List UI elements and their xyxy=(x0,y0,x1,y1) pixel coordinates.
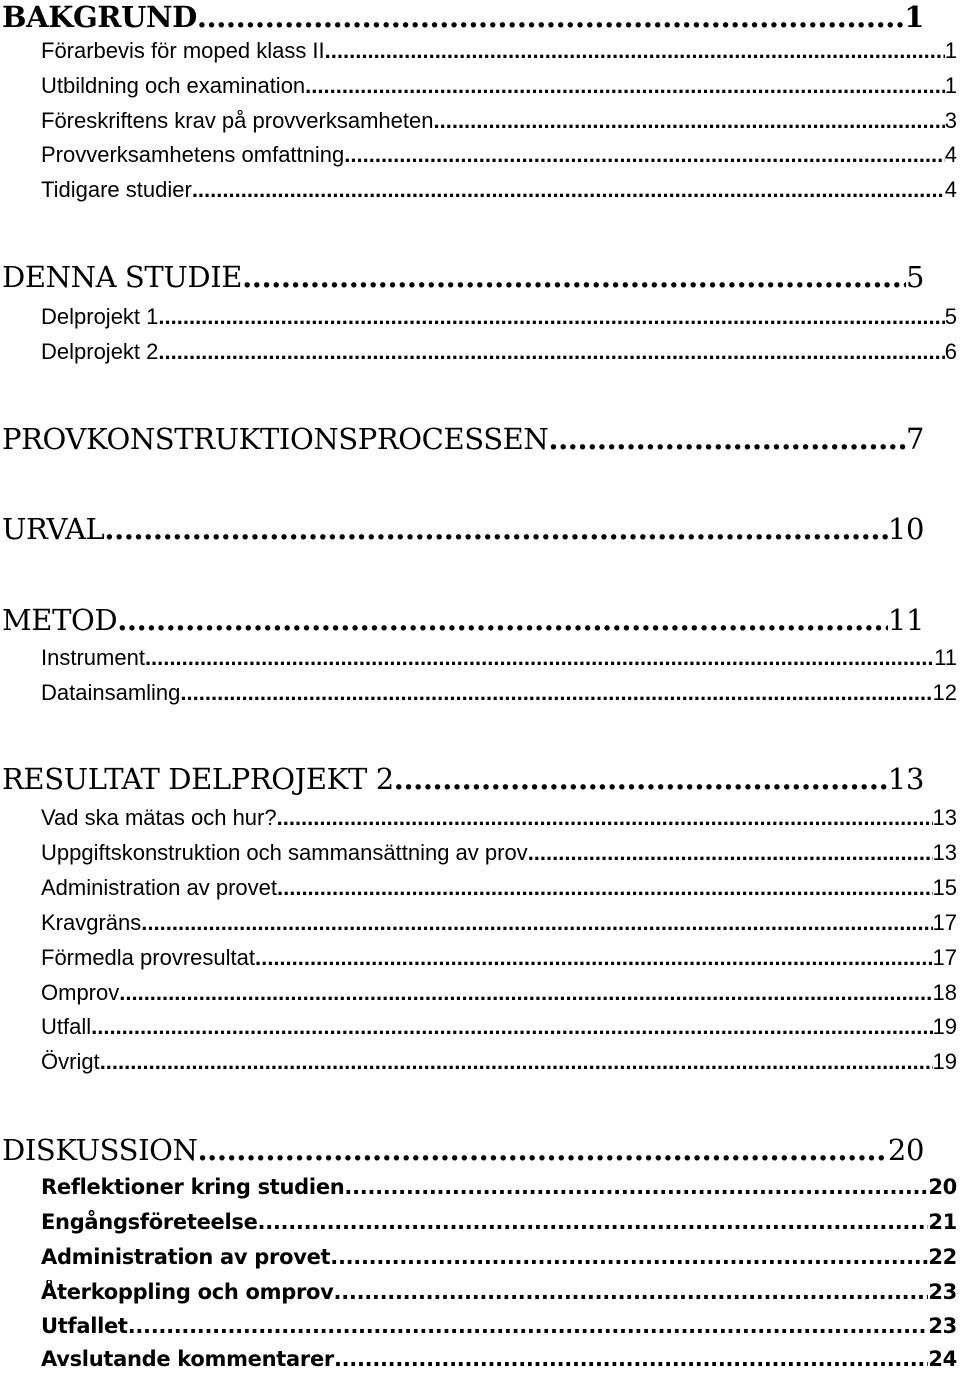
toc-heading-title: URVAL xyxy=(2,512,105,546)
toc-item[interactable] xyxy=(41,805,957,831)
toc-heading-bakgrund[interactable] xyxy=(2,0,924,34)
toc-page-number: 4 xyxy=(944,142,957,167)
toc-item-title: Provverksamhetens omfattning xyxy=(41,142,345,167)
toc-leader-dots xyxy=(325,38,945,64)
toc-item-title: Instrument xyxy=(41,645,145,670)
toc-page-number: 1 xyxy=(904,0,924,34)
toc-item[interactable] xyxy=(41,339,957,365)
toc-leader-dots xyxy=(277,805,933,831)
toc-heading-provkonstruktionsprocessen[interactable] xyxy=(2,422,924,456)
toc-page-number: 23 xyxy=(928,1314,957,1338)
toc-item[interactable] xyxy=(41,1210,957,1234)
toc-item[interactable] xyxy=(41,875,957,901)
toc-leader-dots xyxy=(334,1280,929,1304)
toc-page-number: 11 xyxy=(887,603,924,637)
toc-leader-dots xyxy=(141,910,932,936)
toc-page-number: 10 xyxy=(887,512,924,546)
toc-item-title: Engångsföreteelse xyxy=(41,1210,258,1234)
toc-item[interactable] xyxy=(41,73,957,99)
toc-leader-dots xyxy=(197,1133,887,1167)
toc-item-title: Återkoppling och omprov xyxy=(41,1280,334,1304)
toc-page-number: 12 xyxy=(932,680,957,705)
toc-item[interactable] xyxy=(41,142,957,168)
toc-leader-dots xyxy=(145,645,934,671)
toc-page-number: 1 xyxy=(944,38,957,63)
toc-leader-dots xyxy=(91,1014,932,1040)
toc-page-number: 5 xyxy=(944,304,957,329)
toc-leader-dots xyxy=(128,1314,929,1338)
toc-item-title: Tidigare studier xyxy=(41,177,192,202)
toc-item-title: Uppgiftskonstruktion och sammansättning av prov xyxy=(41,840,528,865)
toc-page-number: 20 xyxy=(887,1133,924,1167)
toc-item[interactable] xyxy=(41,304,957,330)
toc-leader-dots xyxy=(330,1245,928,1269)
toc-leader-dots xyxy=(104,512,887,546)
toc-item[interactable] xyxy=(41,177,957,203)
toc-item-title: Avslutande kommentarer xyxy=(41,1347,334,1371)
toc-item[interactable] xyxy=(41,1314,957,1338)
toc-leader-dots xyxy=(334,1347,928,1371)
toc-item-title: Utbildning och examination xyxy=(41,73,306,98)
toc-page-number: 21 xyxy=(928,1210,957,1234)
toc-leader-dots xyxy=(197,0,904,34)
toc-page-number: 17 xyxy=(932,945,957,970)
toc-leader-dots xyxy=(158,339,944,365)
toc-item[interactable] xyxy=(41,1347,957,1371)
toc-item[interactable] xyxy=(41,840,957,866)
toc-page-number: 5 xyxy=(905,260,924,294)
toc-item[interactable] xyxy=(41,1280,957,1304)
toc-item-title: Administration av provet xyxy=(41,875,277,900)
toc-item[interactable] xyxy=(41,680,957,706)
toc-item[interactable] xyxy=(41,645,957,671)
toc-heading-title: METOD xyxy=(2,603,118,637)
toc-item-title: Datainsamling xyxy=(41,680,181,705)
toc-item-title: Omprov xyxy=(41,980,120,1005)
toc-page-number: 17 xyxy=(932,910,957,935)
toc-page-number: 13 xyxy=(932,840,957,865)
toc-leader-dots xyxy=(344,1175,928,1199)
toc-item-title: Utfallet xyxy=(41,1314,128,1338)
toc-leader-dots xyxy=(100,1049,933,1075)
toc-page-number: 15 xyxy=(932,875,957,900)
toc-page-number: 19 xyxy=(932,1049,957,1074)
toc-leader-dots xyxy=(158,304,944,330)
toc-page-number: 24 xyxy=(928,1347,957,1371)
toc-page-number: 19 xyxy=(932,1014,957,1039)
toc-item-title: Utfall xyxy=(41,1014,92,1039)
toc-item-title: Delprojekt 2 xyxy=(41,339,159,364)
toc-leader-dots xyxy=(277,875,933,901)
toc-item-title: Vad ska mätas och hur? xyxy=(41,805,277,830)
toc-page-number: 11 xyxy=(934,645,957,670)
toc-heading-title: BAKGRUND xyxy=(2,0,197,34)
toc-page-number: 20 xyxy=(928,1175,957,1199)
toc-heading-title: DISKUSSION xyxy=(2,1133,198,1167)
toc-page-number: 22 xyxy=(928,1245,957,1269)
toc-item[interactable] xyxy=(41,1049,957,1075)
toc-page-number: 18 xyxy=(932,980,957,1005)
toc-item-title: Kravgräns xyxy=(41,910,142,935)
toc-page-number: 7 xyxy=(905,422,924,456)
toc-leader-dots xyxy=(528,840,933,866)
toc-leader-dots xyxy=(255,945,933,971)
toc-leader-dots xyxy=(305,73,945,99)
toc-item-title: Delprojekt 1 xyxy=(41,304,159,329)
toc-item[interactable] xyxy=(41,38,957,64)
toc-leader-dots xyxy=(119,980,932,1006)
toc-page-number: 1 xyxy=(944,73,957,98)
toc-page-number: 13 xyxy=(887,762,924,796)
toc-item[interactable] xyxy=(41,1175,957,1199)
toc-leader-dots xyxy=(434,108,945,134)
toc-leader-dots xyxy=(117,603,888,637)
toc-leader-dots xyxy=(180,680,932,706)
toc-heading-resultat-delprojekt-2[interactable] xyxy=(2,762,924,796)
toc-item-title: Administration av provet xyxy=(41,1245,331,1269)
toc-item[interactable] xyxy=(41,1245,957,1269)
toc-heading-metod[interactable] xyxy=(2,603,924,637)
toc-page-number: 3 xyxy=(944,108,957,133)
toc-item[interactable] xyxy=(41,980,957,1006)
toc-item[interactable] xyxy=(41,910,957,936)
toc-heading-diskussion[interactable] xyxy=(2,1133,924,1167)
toc-heading-urval[interactable] xyxy=(2,512,924,546)
toc-page-number: 6 xyxy=(944,339,957,364)
toc-leader-dots xyxy=(344,142,944,168)
toc-leader-dots xyxy=(548,422,906,456)
toc-heading-title: PROVKONSTRUKTIONSPROCESSEN xyxy=(2,422,549,456)
toc-page-number: 4 xyxy=(944,177,957,202)
toc-leader-dots xyxy=(258,1210,929,1234)
toc-leader-dots xyxy=(192,177,945,203)
toc-item-title: Övrigt xyxy=(41,1049,100,1074)
toc-item-title: Föreskriftens krav på provverksamheten xyxy=(41,108,434,133)
toc-page-number: 23 xyxy=(928,1280,957,1304)
toc-item-title: Förarbevis för moped klass II xyxy=(41,38,325,63)
toc-leader-dots xyxy=(242,260,906,294)
toc-item-title: Reflektioner kring studien xyxy=(41,1175,345,1199)
toc-item[interactable] xyxy=(41,108,957,134)
toc-item[interactable] xyxy=(41,945,957,971)
toc-heading-title: RESULTAT DELPROJEKT 2 xyxy=(2,762,394,796)
toc-item[interactable] xyxy=(41,1014,957,1040)
toc-leader-dots xyxy=(394,762,888,796)
toc-heading-title: DENNA STUDIE xyxy=(2,260,243,294)
toc-heading-denna-studie[interactable] xyxy=(2,260,924,294)
toc-item-title: Förmedla provresultat xyxy=(41,945,255,970)
toc-page-number: 13 xyxy=(932,805,957,830)
